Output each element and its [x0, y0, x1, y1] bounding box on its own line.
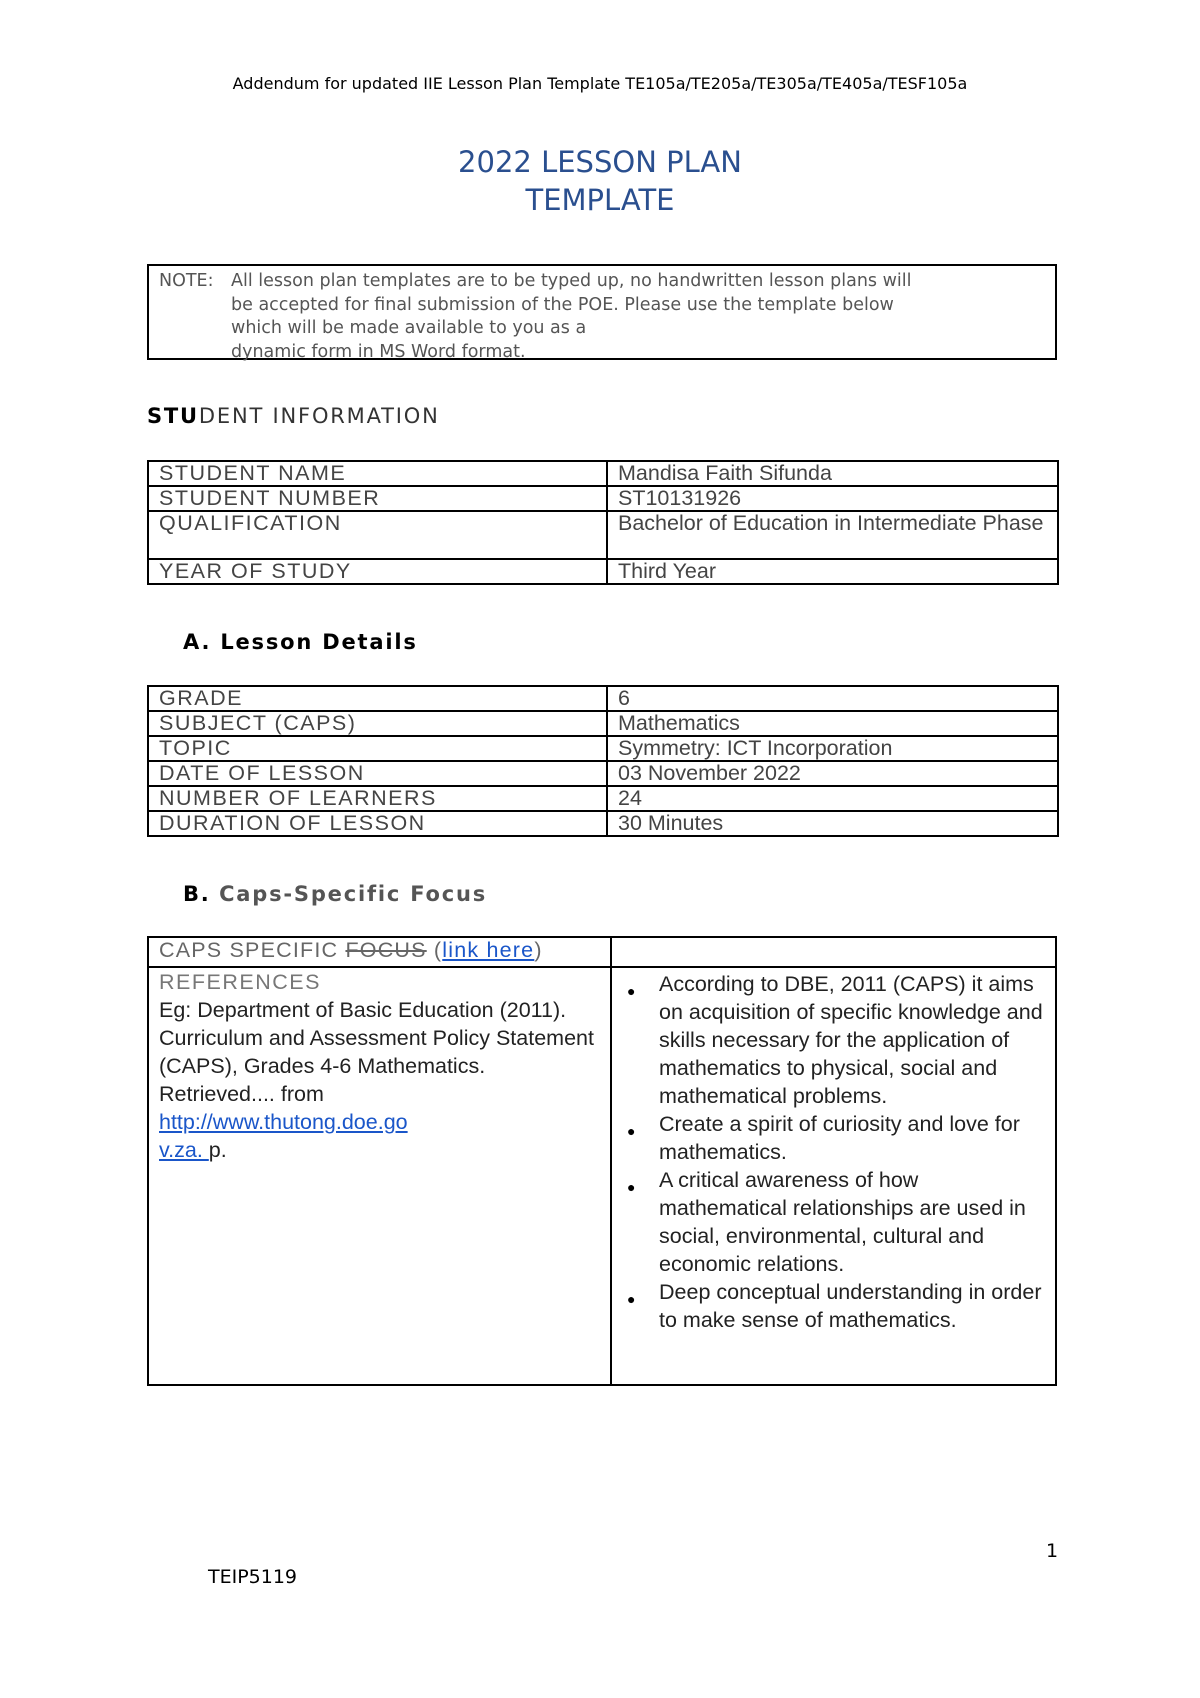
page-footer: TEIP5119 — [208, 1566, 298, 1588]
table-row — [148, 686, 1058, 711]
note-line: which will be made available to you as a — [231, 318, 587, 338]
table-row — [148, 786, 1058, 811]
lesson-details-table — [147, 685, 1059, 837]
thutong-link-continued[interactable]: v.za. — [159, 1138, 209, 1162]
reference-link-line-1 — [159, 1108, 599, 1136]
row-value[interactable]: Third Year — [607, 559, 1058, 584]
list-item — [621, 1110, 1051, 1166]
column-divider — [610, 938, 612, 1384]
row-key: NUMBER OF LEARNERS — [148, 786, 607, 811]
reference-text: Eg: Department of Basic Education (2011). Curriculum and Assessment Policy Statement (CAPS), Grades 4-6 Mathematics. — [159, 998, 594, 1078]
header-prefix: CAPS SPECIFIC — [159, 938, 346, 962]
bullet-text: A critical awareness of how mathematical relationships are used in social, environmental, cultural and economic relations. — [659, 1168, 1026, 1276]
row-key: TOPIC — [148, 736, 607, 761]
caps-focus-table — [147, 936, 1057, 1386]
row-key: SUBJECT (CAPS) — [148, 711, 607, 736]
note-label: NOTE: — [159, 271, 214, 291]
reference-retrieved: Retrieved.... from — [159, 1082, 324, 1106]
row-key: QUALIFICATION — [148, 511, 607, 559]
title-line-1: 2022 LESSON PLAN — [458, 145, 742, 179]
list-item — [621, 1278, 1051, 1334]
heading-letter: B. — [183, 882, 211, 906]
page-header: Addendum for updated IIE Lesson Plan Template TE105a/TE205a/TE305a/TE405a/TESF105a — [232, 74, 968, 93]
references-cell — [159, 968, 599, 1164]
row-key: DATE OF LESSON — [148, 761, 607, 786]
row-value[interactable]: Bachelor of Education in Intermediate Phase — [607, 511, 1058, 559]
list-item — [621, 1166, 1051, 1278]
table-row — [148, 711, 1058, 736]
page-number: 1 — [1046, 1540, 1059, 1562]
table-row — [148, 736, 1058, 761]
table-row — [148, 811, 1058, 836]
note-text — [231, 270, 1043, 364]
table-row — [148, 461, 1058, 486]
list-item — [621, 970, 1051, 1110]
thutong-link[interactable]: http://www.thutong.doe.go — [159, 1110, 408, 1134]
table-row — [148, 761, 1058, 786]
references-label: REFERENCES — [159, 970, 321, 994]
student-info-table — [147, 460, 1059, 585]
row-value[interactable]: 6 — [607, 686, 1058, 711]
row-value[interactable]: Mathematics — [607, 711, 1058, 736]
caps-link[interactable]: link here — [442, 938, 535, 962]
reference-link-line-2 — [159, 1136, 599, 1164]
header-paren-close: ) — [534, 938, 543, 962]
bullet-icon: ● — [627, 1179, 636, 1195]
page-title — [0, 143, 1200, 219]
row-value[interactable]: 03 November 2022 — [607, 761, 1058, 786]
caps-table-header — [159, 938, 543, 963]
lesson-details-heading: A. Lesson Details — [183, 630, 418, 654]
student-info-heading — [147, 404, 440, 428]
row-value[interactable]: ST10131926 — [607, 486, 1058, 511]
bullet-text: Create a spirit of curiosity and love for mathematics. — [659, 1112, 1020, 1164]
header-paren-open: ( — [426, 938, 443, 962]
note-line: be accepted for final submission of the POE. Please use the template below — [231, 294, 894, 315]
row-value[interactable]: Mandisa Faith Sifunda — [607, 461, 1058, 486]
bullet-icon: ● — [627, 983, 636, 999]
row-key: DURATION OF LESSON — [148, 811, 607, 836]
row-value[interactable]: 24 — [607, 786, 1058, 811]
note-line: dynamic form in MS Word format. — [231, 341, 526, 362]
note-box — [147, 264, 1057, 360]
caps-aims-list — [621, 970, 1051, 1334]
row-key: GRADE — [148, 686, 607, 711]
heading-rest-part: DENT INFORMATION — [198, 404, 440, 428]
reference-suffix: p. — [208, 1138, 227, 1162]
row-key: STUDENT NAME — [148, 461, 607, 486]
table-row — [148, 511, 1058, 559]
row-key: STUDENT NUMBER — [148, 486, 607, 511]
bullet-icon: ● — [627, 1123, 636, 1139]
row-value[interactable]: 30 Minutes — [607, 811, 1058, 836]
header-struck-word: FOCUS — [345, 938, 427, 962]
heading-bold-part: STU — [147, 404, 199, 428]
bullet-text: According to DBE, 2011 (CAPS) it aims on acquisition of specific knowledge and skills necessary for the application of mathematics to physical, social and mathematical problems. — [659, 972, 1043, 1108]
bullet-icon: ● — [627, 1291, 636, 1307]
caps-focus-heading — [183, 882, 487, 906]
table-row — [148, 486, 1058, 511]
heading-text: Caps-Specific Focus — [219, 882, 488, 906]
row-value[interactable]: Symmetry: ICT Incorporation — [607, 736, 1058, 761]
row-key: YEAR OF STUDY — [148, 559, 607, 584]
title-line-2: TEMPLATE — [525, 183, 675, 217]
bullet-text: Deep conceptual understanding in order to make sense of mathematics. — [659, 1280, 1042, 1332]
note-line: All lesson plan templates are to be typed up, no handwritten lesson plans will — [231, 271, 912, 291]
table-row — [148, 559, 1058, 584]
